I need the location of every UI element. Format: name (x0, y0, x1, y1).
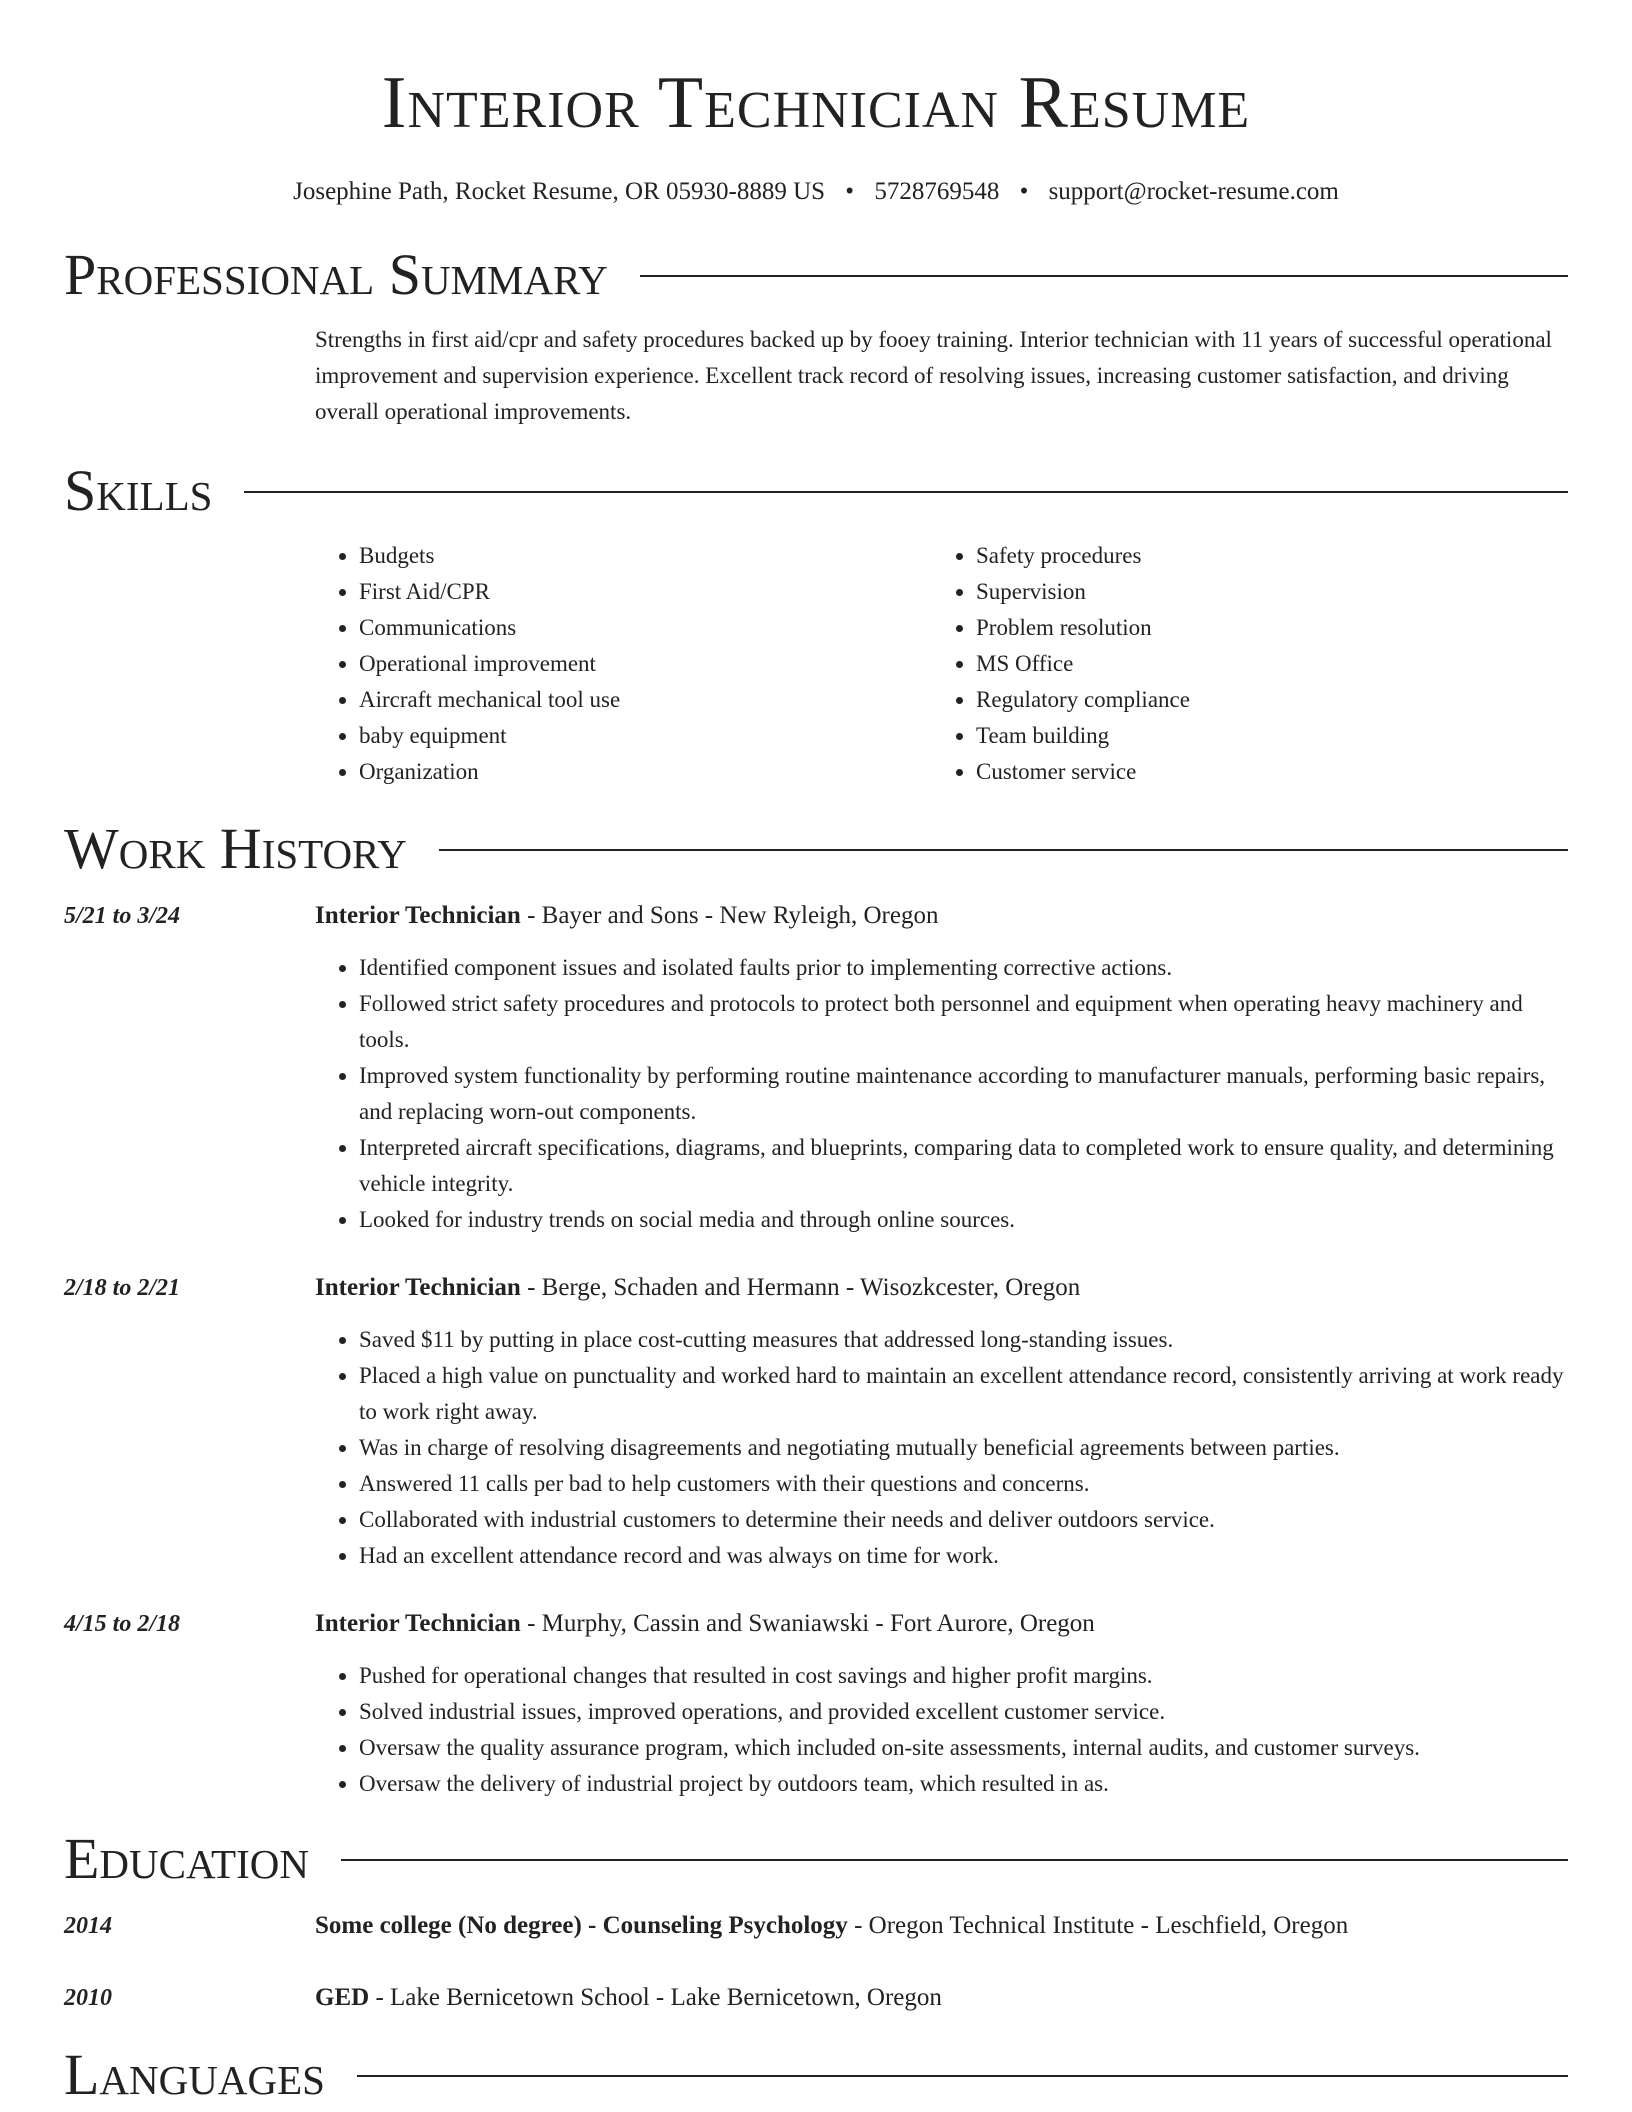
contact-separator: • (845, 178, 855, 205)
skill-item: • Safety procedures (976, 538, 1549, 574)
job-dates: 5/21 to 3/24 (64, 903, 181, 929)
job-bullet: • Oversaw the delivery of industrial project by outdoors team, which resulted in as. (359, 1766, 1568, 1802)
skill-item: • Budgets (359, 538, 932, 574)
job-entry (64, 1270, 1568, 1574)
skill-item: • First Aid/CPR (359, 574, 932, 610)
education-section-header (64, 1826, 1568, 1892)
job-bullet: • Had an excellent attendance record and was always on time for work. (359, 1538, 1568, 1574)
education-entry (64, 1980, 1568, 2016)
summary-text: Strengths in first aid/cpr and safety procedures backed up by fooey training. Interior technician with 11 years of successful operational improvement and supervision experience. Excellent track record of resolving issues, increasing customer satisfaction, and driving overall operational improvements. (315, 327, 1552, 424)
job-header (315, 1270, 1568, 1306)
skills-section-header (64, 458, 1568, 524)
job-employer: - Bayer and Sons - New Ryleigh, Oregon (520, 902, 939, 929)
job-bullet: • Was in charge of resolving disagreements and negotiating mutually beneficial agreements between parties. (359, 1430, 1568, 1466)
resume-page (64, 0, 1568, 2108)
skills-column-right (932, 538, 1549, 790)
job-bullet: • Identified component issues and isolated faults prior to implementing corrective actions. (359, 950, 1568, 986)
skill-item: • baby equipment (359, 718, 932, 754)
languages-heading: Languages (64, 2042, 325, 2107)
skill-item: • Problem resolution (976, 610, 1549, 646)
job-title: Interior Technician (315, 1610, 521, 1637)
job-entry (64, 898, 1568, 1238)
job-title: Interior Technician (315, 1274, 521, 1301)
skill-item: • Team building (976, 718, 1549, 754)
skills-list (315, 538, 1568, 790)
languages-section-header (64, 2042, 1568, 2108)
resume-title: Interior Technician Resume (381, 62, 1251, 144)
education-heading: Education (64, 1826, 309, 1891)
summary-section-header (64, 242, 1568, 308)
skill-item: • Customer service (976, 754, 1549, 790)
job-bullet: • Followed strict safety procedures and protocols to protect both personnel and equipment when operating heavy machinery and tools. (359, 986, 1568, 1058)
education-entry (64, 1908, 1568, 1944)
education-year: 2014 (64, 1913, 112, 1939)
job-employer: - Berge, Schaden and Hermann - Wisozkcester, Oregon (520, 1274, 1081, 1301)
education-year: 2010 (64, 1985, 112, 2011)
job-bullet: • Saved $11 by putting in place cost-cutting measures that addressed long-standing issues. (359, 1322, 1568, 1358)
contact-separator: • (1019, 178, 1029, 205)
job-header (315, 1606, 1568, 1642)
section-divider (244, 491, 1568, 493)
skill-item: • MS Office (976, 646, 1549, 682)
section-divider (439, 849, 1568, 851)
contact-address: Josephine Path, Rocket Resume, OR 05930-8889 US (293, 178, 826, 205)
job-dates: 4/15 to 2/18 (64, 1611, 181, 1637)
summary-heading: Professional Summary (64, 242, 608, 307)
education-school: - Lake Bernicetown School - Lake Bernicetown, Oregon (369, 1984, 942, 2011)
work-section-header (64, 816, 1568, 882)
job-dates: 2/18 to 2/21 (64, 1275, 181, 1301)
skill-item: • Organization (359, 754, 932, 790)
job-bullet: • Interpreted aircraft specifications, diagrams, and blueprints, comparing data to completed work to ensure quality, and determining vehicle integrity. (359, 1130, 1568, 1202)
section-divider (357, 2075, 1568, 2077)
education-school: - Oregon Technical Institute - Leschfield, Oregon (847, 1912, 1349, 1939)
education-line (315, 1980, 1568, 2016)
job-bullet: • Collaborated with industrial customers to determine their needs and deliver outdoors service. (359, 1502, 1568, 1538)
skill-item: • Regulatory compliance (976, 682, 1549, 718)
contact-line (64, 176, 1568, 208)
job-bullet: • Looked for industry trends on social media and through online sources. (359, 1202, 1568, 1238)
section-divider (341, 1859, 1568, 1861)
job-bullet: • Pushed for operational changes that resulted in cost savings and higher profit margins. (359, 1658, 1568, 1694)
skill-item: • Operational improvement (359, 646, 932, 682)
education-degree: Some college (No degree) - Counseling Psychology (315, 1912, 848, 1939)
job-header (315, 898, 1568, 934)
job-bullet: • Solved industrial issues, improved operations, and provided excellent customer service. (359, 1694, 1568, 1730)
job-bullet: • Oversaw the quality assurance program, which included on-site assessments, internal audits, and customer surveys. (359, 1730, 1568, 1766)
education-degree: GED (315, 1984, 370, 2011)
section-divider (640, 275, 1568, 277)
contact-phone: 5728769548 (874, 178, 1000, 205)
contact-email: support@rocket-resume.com (1048, 178, 1339, 205)
job-bullet: • Placed a high value on punctuality and worked hard to maintain an excellent attendance record, consistently arriving at work ready to work right away. (359, 1358, 1568, 1430)
skill-item: • Communications (359, 610, 932, 646)
job-bullet: • Answered 11 calls per bad to help customers with their questions and concerns. (359, 1466, 1568, 1502)
skill-item: • Supervision (976, 574, 1549, 610)
education-line (315, 1908, 1568, 1944)
job-employer: - Murphy, Cassin and Swaniawski - Fort Aurore, Oregon (520, 1610, 1095, 1637)
skills-column-left (315, 538, 932, 790)
work-heading: Work History (64, 816, 407, 881)
job-bullet: • Improved system functionality by performing routine maintenance according to manufacturer manuals, performing basic repairs, and replacing worn-out components. (359, 1058, 1568, 1130)
skill-item: • Aircraft mechanical tool use (359, 682, 932, 718)
skills-heading: Skills (64, 458, 213, 523)
job-title: Interior Technician (315, 902, 521, 929)
job-entry (64, 1606, 1568, 1802)
